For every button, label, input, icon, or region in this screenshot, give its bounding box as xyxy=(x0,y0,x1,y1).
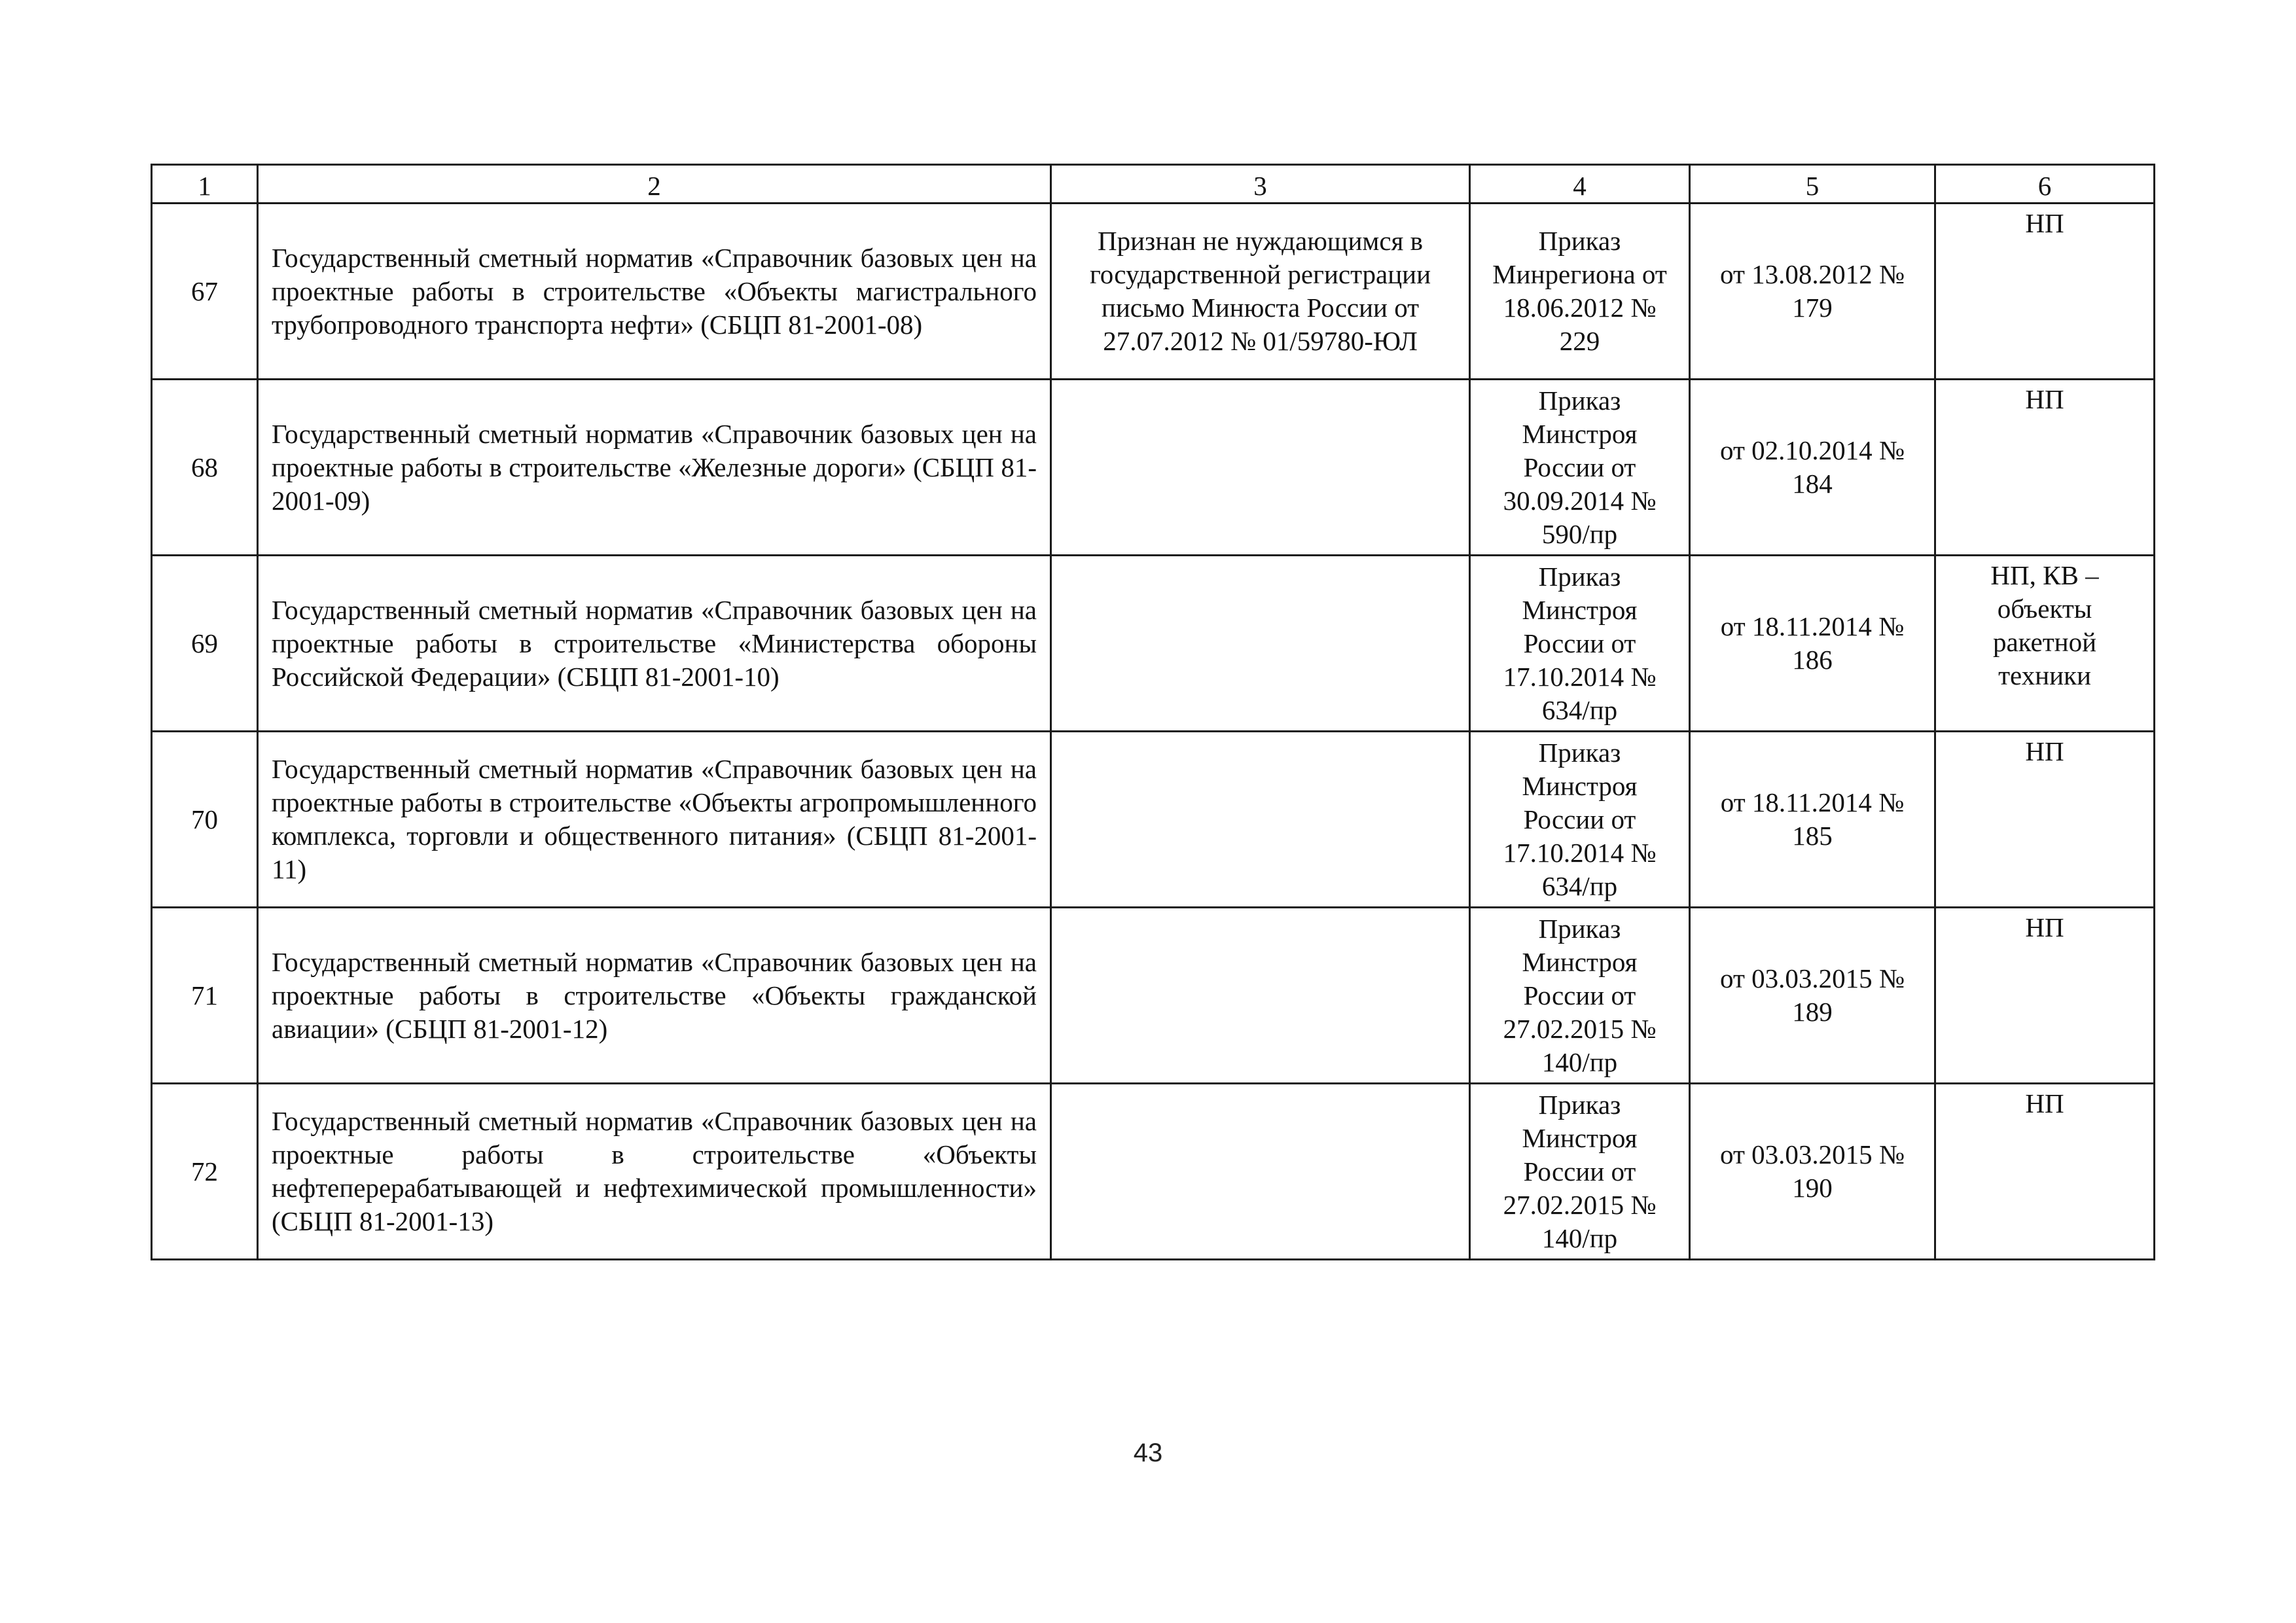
approval-order: Приказ Минрегиона от 18.06.2012 № 229 xyxy=(1470,204,1690,380)
registry-entry: от 03.03.2015 № 189 xyxy=(1690,908,1935,1084)
table-row xyxy=(152,204,2155,380)
row-number: 71 xyxy=(152,908,258,1084)
norm-name: Государственный сметный норматив «Справочник базовых цен на проектные работы в строительстве «Объекты гражданской авиации» (СБЦП 81-2001-12) xyxy=(258,908,1051,1084)
column-header: 6 xyxy=(1935,165,2155,204)
registration-note xyxy=(1051,1084,1470,1260)
row-number: 72 xyxy=(152,1084,258,1260)
table-row xyxy=(152,1084,2155,1260)
norm-type: НП, КВ – объекты ракетной техники xyxy=(1935,556,2155,732)
table-header-row xyxy=(152,165,2155,204)
norm-type: НП xyxy=(1935,1084,2155,1260)
column-header: 3 xyxy=(1051,165,1470,204)
registration-note: Признан не нуждающимся в государственной регистрации письмо Минюста России от 27.07.2012 № 01/59780-ЮЛ xyxy=(1051,204,1470,380)
registration-note xyxy=(1051,908,1470,1084)
row-number: 69 xyxy=(152,556,258,732)
approval-order: Приказ Минстроя России от 27.02.2015 № 140/пр xyxy=(1470,908,1690,1084)
norm-name: Государственный сметный норматив «Справочник базовых цен на проектные работы в строительстве «Железные дороги» (СБЦП 81-2001-09) xyxy=(258,380,1051,556)
table-row xyxy=(152,380,2155,556)
approval-order: Приказ Минстроя России от 27.02.2015 № 140/пр xyxy=(1470,1084,1690,1260)
registry-entry: от 03.03.2015 № 190 xyxy=(1690,1084,1935,1260)
column-header: 5 xyxy=(1690,165,1935,204)
row-number: 70 xyxy=(152,732,258,908)
registration-note xyxy=(1051,732,1470,908)
norm-name: Государственный сметный норматив «Справочник базовых цен на проектные работы в строительстве «Объекты агропромышленного комплекса, торговли и общественного питания» (СБЦП 81-2001-11) xyxy=(258,732,1051,908)
norm-type: НП xyxy=(1935,908,2155,1084)
approval-order: Приказ Минстроя России от 17.10.2014 № 634/пр xyxy=(1470,732,1690,908)
registry-entry: от 13.08.2012 № 179 xyxy=(1690,204,1935,380)
norm-type: НП xyxy=(1935,732,2155,908)
table-row xyxy=(152,732,2155,908)
registration-note xyxy=(1051,380,1470,556)
norm-name: Государственный сметный норматив «Справочник базовых цен на проектные работы в строительстве «Объекты нефтеперерабатывающей и нефтехимической промышленности» (СБЦП 81-2001-13) xyxy=(258,1084,1051,1260)
table-row xyxy=(152,556,2155,732)
norm-name: Государственный сметный норматив «Справочник базовых цен на проектные работы в строительстве «Министерства обороны Российской Федерации» (СБЦП 81-2001-10) xyxy=(258,556,1051,732)
page-number: 43 xyxy=(1133,1438,1163,1467)
registry-entry: от 02.10.2014 № 184 xyxy=(1690,380,1935,556)
registry-entry: от 18.11.2014 № 185 xyxy=(1690,732,1935,908)
row-number: 68 xyxy=(152,380,258,556)
registration-note xyxy=(1051,556,1470,732)
column-header: 4 xyxy=(1470,165,1690,204)
approval-order: Приказ Минстроя России от 17.10.2014 № 634/пр xyxy=(1470,556,1690,732)
column-header: 1 xyxy=(152,165,258,204)
table-row xyxy=(152,908,2155,1084)
column-header: 2 xyxy=(258,165,1051,204)
row-number: 67 xyxy=(152,204,258,380)
norm-name: Государственный сметный норматив «Справочник базовых цен на проектные работы в строительстве «Объекты магистрального трубопроводного транспорта нефти» (СБЦП 81-2001-08) xyxy=(258,204,1051,380)
norms-table xyxy=(151,164,2155,1260)
registry-entry: от 18.11.2014 № 186 xyxy=(1690,556,1935,732)
approval-order: Приказ Минстроя России от 30.09.2014 № 590/пр xyxy=(1470,380,1690,556)
norm-type: НП xyxy=(1935,204,2155,380)
norm-type: НП xyxy=(1935,380,2155,556)
